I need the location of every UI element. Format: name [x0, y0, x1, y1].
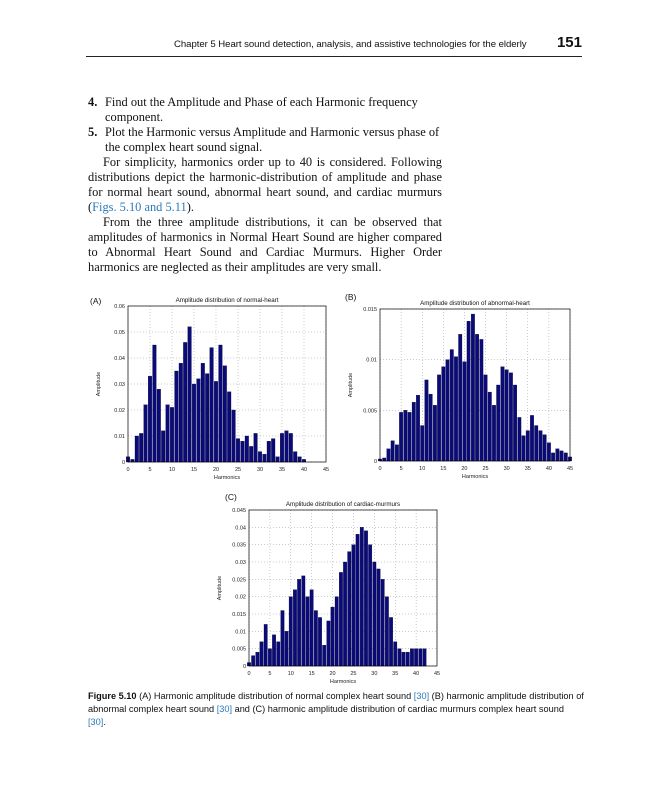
bar — [513, 385, 516, 461]
bar — [423, 649, 426, 666]
bar — [322, 645, 325, 666]
y-tick-label: 0.005 — [232, 646, 246, 653]
bar — [277, 642, 280, 666]
bar — [560, 451, 563, 461]
bar — [429, 394, 432, 461]
x-tick-label: 30 — [503, 466, 510, 472]
x-tick-label: 20 — [461, 466, 468, 472]
bar — [492, 405, 495, 461]
bar — [339, 572, 342, 666]
bar — [501, 367, 504, 461]
bar — [530, 415, 533, 461]
bar — [166, 405, 170, 462]
chart-title: Amplitude distribution of normal-heart — [175, 297, 279, 304]
y-axis-label: Amplitude — [348, 372, 354, 398]
bar — [157, 389, 161, 462]
citation-link[interactable]: [30] — [413, 691, 430, 701]
x-tick-label: 25 — [482, 466, 489, 472]
bar — [297, 579, 300, 666]
x-tick-label: 35 — [524, 466, 531, 472]
bar — [420, 426, 423, 461]
bar — [245, 436, 249, 462]
bar — [293, 590, 296, 666]
bar — [463, 362, 466, 461]
bar — [475, 334, 478, 461]
bar — [539, 431, 542, 461]
bar — [348, 552, 351, 666]
x-tick-label: 40 — [300, 467, 308, 473]
bar — [522, 436, 525, 461]
bar — [471, 314, 474, 461]
bar — [381, 579, 384, 666]
bar — [496, 385, 499, 461]
y-axis-label: Amplitude — [96, 371, 102, 397]
panel-label: (A) — [90, 296, 102, 306]
bar — [551, 453, 554, 461]
y-tick-label: 0.06 — [114, 304, 125, 310]
bar — [360, 527, 363, 666]
bar — [518, 417, 521, 461]
y-tick-label: 0 — [373, 459, 377, 465]
bar — [335, 597, 338, 666]
bar — [285, 431, 289, 462]
y-tick-label: 0.01 — [366, 357, 377, 364]
bar — [556, 449, 559, 461]
x-tick-label: 40 — [413, 671, 420, 677]
y-tick-label: 0.03 — [235, 560, 246, 566]
x-tick-label: 15 — [440, 466, 447, 472]
bar — [144, 405, 148, 462]
paragraph-text: ). — [186, 200, 194, 214]
chart-title: Amplitude distribution of cardiac-murmurs — [285, 501, 401, 508]
bar — [446, 360, 449, 461]
paragraph-text: For simplicity, harmonics order up to 40 is considered. Following distributions depict the harmonic-distribution of amplitude and phase for normal heart sound, abnormal heart sound, and cardiac murmurs ( — [88, 155, 442, 214]
bar — [249, 446, 253, 462]
bar — [377, 569, 380, 666]
bar — [272, 635, 275, 666]
list-number: 5. — [88, 125, 98, 139]
bar — [183, 342, 187, 462]
bar — [318, 617, 321, 666]
bar — [467, 321, 470, 461]
bar — [153, 345, 157, 462]
bar — [394, 642, 397, 666]
y-tick-label: 0.04 — [235, 525, 246, 532]
bar — [293, 452, 297, 462]
x-tick-label: 25 — [234, 467, 242, 473]
caption-text: and (C) harmonic amplitude distribution of cardiac murmurs complex heart sound — [232, 704, 564, 714]
x-tick-label: 15 — [190, 467, 198, 473]
x-tick-label: 10 — [168, 467, 176, 473]
list-number: 4. — [88, 95, 98, 109]
bar — [227, 392, 231, 462]
bar — [267, 441, 271, 462]
y-tick-label: 0.02 — [114, 408, 125, 414]
y-tick-label: 0.01 — [114, 434, 125, 440]
bar — [480, 339, 483, 461]
bar — [232, 410, 236, 462]
page-number: 151 — [556, 34, 582, 51]
x-tick-label: 30 — [371, 671, 378, 677]
bar — [399, 412, 402, 461]
bar — [387, 449, 390, 461]
figure-reference-link[interactable]: Figs. 5.10 and 5.11 — [92, 200, 187, 214]
bar — [256, 652, 259, 666]
y-tick-label: 0 — [121, 460, 125, 466]
bar — [368, 545, 371, 666]
bar — [289, 433, 293, 462]
bar — [534, 426, 537, 461]
bar — [352, 545, 355, 666]
bar — [188, 327, 192, 462]
x-tick-label: 15 — [308, 671, 315, 677]
bar — [425, 380, 428, 461]
bar — [201, 363, 205, 462]
x-tick-label: 45 — [322, 467, 330, 473]
x-tick-label: 45 — [566, 466, 574, 472]
bar — [385, 597, 388, 666]
panel-label: (B) — [345, 292, 357, 302]
x-tick-label: 10 — [419, 466, 426, 472]
bar — [219, 345, 223, 462]
bar — [391, 441, 394, 461]
bar — [135, 436, 139, 462]
list-item-text: Find out the Amplitude and Phase of each Harmonic frequency component. — [105, 95, 418, 124]
chart-0 — [90, 296, 329, 481]
bar — [197, 379, 201, 462]
bar — [389, 617, 392, 666]
bar — [254, 433, 258, 462]
caption-text: . — [103, 717, 106, 727]
caption-label: Figure 5.10 — [88, 691, 137, 701]
x-tick-label: 35 — [278, 467, 286, 473]
figure-caption — [88, 690, 584, 729]
bar — [264, 624, 267, 666]
bar — [526, 431, 529, 461]
x-tick-label: 10 — [287, 671, 294, 677]
y-tick-label: 0.045 — [232, 508, 246, 514]
bar — [179, 363, 183, 462]
bar — [251, 656, 254, 666]
x-tick-label: 45 — [433, 671, 441, 677]
bar — [437, 375, 440, 461]
y-tick-label: 0.035 — [232, 542, 246, 549]
bar — [223, 366, 227, 462]
x-tick-label: 0 — [126, 467, 130, 473]
caption-text: (A) Harmonic amplitude distribution of normal complex heart sound — [136, 691, 414, 701]
bar — [210, 348, 214, 462]
bar — [170, 407, 174, 462]
y-tick-label: 0.015 — [232, 612, 246, 618]
bar — [356, 534, 359, 666]
chart-1 — [345, 292, 573, 480]
y-tick-label: 0.005 — [363, 408, 377, 415]
bar — [505, 370, 508, 461]
x-tick-label: 40 — [545, 466, 552, 472]
bar — [131, 459, 135, 462]
y-tick-label: 0 — [242, 664, 246, 670]
list-item-text: Plot the Harmonic versus Amplitude and Harmonic versus phase of the complex heart sound signal. — [105, 125, 440, 154]
y-tick-label: 0.03 — [114, 382, 125, 388]
chart-title: Amplitude distribution of abnormal-heart — [420, 300, 530, 307]
panel-label: (C) — [225, 492, 237, 502]
bar — [260, 642, 263, 666]
bar — [205, 374, 209, 462]
bar — [327, 621, 330, 666]
caption-text: (B) harmonic amplitude distribution of abnormal complex heart sound — [88, 691, 584, 714]
bar — [404, 410, 407, 461]
bar — [268, 649, 271, 666]
bar — [488, 392, 491, 461]
chart-2 — [217, 492, 440, 685]
chapter-title: Chapter 5 Heart sound detection, analysis, and assistive technologies for the elderly — [174, 39, 527, 50]
y-tick-label: 0.02 — [235, 594, 246, 601]
citation-link[interactable]: [30] — [216, 704, 233, 714]
bar — [175, 371, 179, 462]
bar — [564, 453, 567, 461]
x-tick-label: 5 — [268, 671, 272, 677]
bar — [310, 590, 313, 666]
bar — [281, 611, 284, 666]
bar — [402, 652, 405, 666]
bar — [241, 441, 245, 462]
bar — [442, 367, 445, 461]
bar — [343, 562, 346, 666]
x-tick-label: 5 — [148, 467, 152, 473]
paragraph-2: From the three amplitude distributions, it can be observed that amplitudes of harmonics in Normal Heart Sound are higher compared to Abnormal Heart Sound and Cardiac Murmurs. Higher Order harmonics are neglected as their amplitudes are very small. — [88, 215, 442, 274]
bar — [414, 649, 417, 666]
bar — [314, 611, 317, 666]
bar — [450, 350, 453, 461]
bar — [139, 433, 143, 462]
bar — [458, 334, 461, 461]
bar — [419, 649, 422, 666]
bar — [484, 375, 487, 461]
bar — [302, 459, 306, 462]
bar — [509, 373, 512, 461]
bar — [364, 531, 367, 666]
x-tick-label: 20 — [212, 467, 220, 473]
bar — [433, 405, 436, 461]
bar — [406, 652, 409, 666]
bar — [395, 445, 398, 461]
x-tick-label: 25 — [350, 671, 357, 677]
bar — [258, 452, 262, 462]
bar — [547, 443, 550, 461]
y-tick-label: 0.05 — [114, 330, 125, 336]
bar — [148, 376, 152, 462]
bar — [398, 649, 401, 666]
bar — [192, 384, 196, 462]
x-tick-label: 30 — [256, 467, 264, 473]
y-tick-label: 0.04 — [114, 356, 125, 362]
bar — [382, 458, 385, 461]
bar — [543, 435, 546, 461]
x-axis-label: Harmonics — [461, 474, 489, 480]
bar — [373, 562, 376, 666]
bar — [410, 649, 413, 666]
y-tick-label: 0.01 — [235, 629, 246, 636]
y-axis-label: Amplitude — [217, 575, 223, 601]
bar — [331, 607, 334, 666]
bar — [412, 402, 415, 461]
x-tick-label: 0 — [378, 466, 382, 472]
bar — [302, 576, 305, 666]
x-tick-label: 5 — [399, 466, 403, 472]
bar — [289, 597, 292, 666]
x-axis-label: Harmonics — [213, 475, 241, 481]
bar — [298, 457, 302, 462]
x-axis-label: Harmonics — [329, 679, 357, 685]
bar — [236, 439, 240, 462]
bar — [306, 597, 309, 666]
x-tick-label: 0 — [247, 671, 251, 677]
bar — [280, 433, 284, 462]
bar — [271, 439, 275, 462]
y-tick-label: 0.015 — [363, 307, 377, 313]
bar — [214, 381, 218, 462]
y-tick-label: 0.025 — [232, 577, 246, 584]
bar — [416, 395, 419, 461]
x-tick-label: 35 — [392, 671, 399, 677]
bar — [263, 454, 267, 462]
bar — [276, 457, 280, 462]
citation-link[interactable]: [30] — [88, 717, 104, 727]
bar — [454, 357, 457, 461]
bar — [285, 631, 288, 666]
bar — [408, 412, 411, 461]
x-tick-label: 20 — [329, 671, 336, 677]
bar — [161, 431, 165, 462]
